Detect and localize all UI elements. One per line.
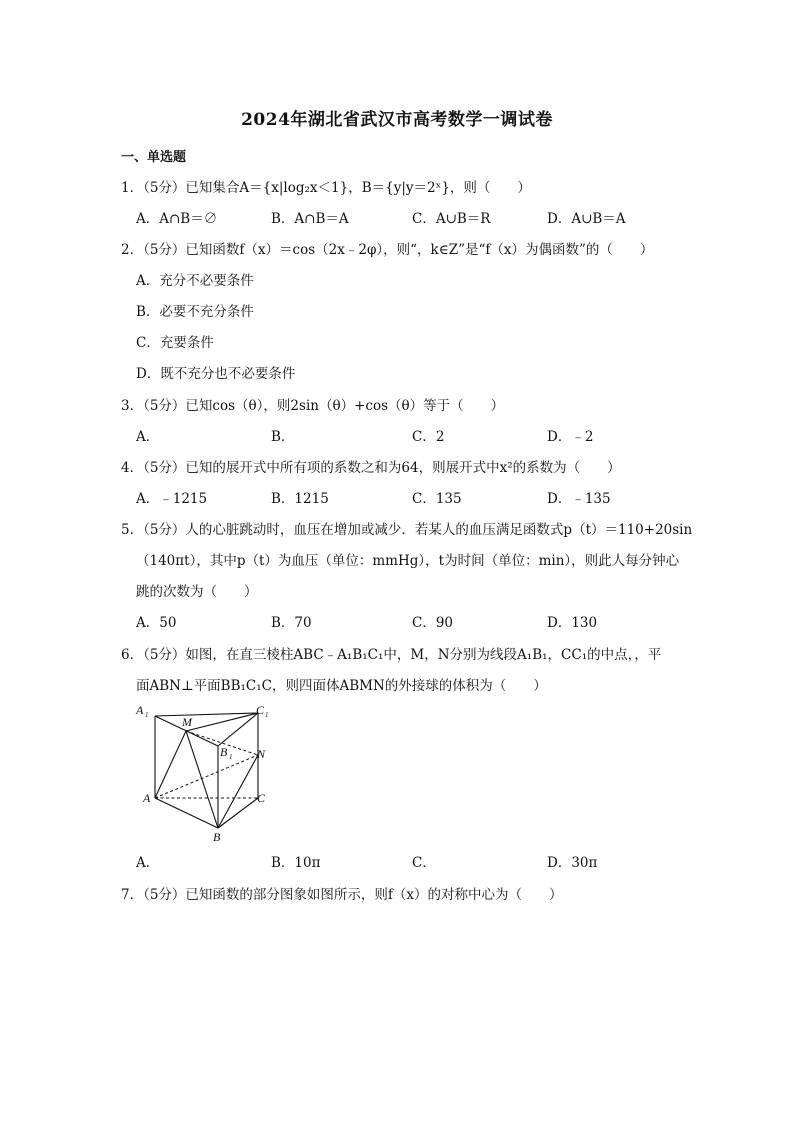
question-6-line-2: 面ABN⊥平面BB₁C₁C，则四面体ABMN的外接球的体积为（ ） [136,678,547,694]
q1-option-c: C．A∪B＝R [412,211,491,227]
q1-option-a: A．A∩B＝∅ [136,211,218,227]
q2-option-b: B．必要不充分条件 [136,304,254,320]
q2-option-a: A．充分不必要条件 [136,273,254,289]
q6-option-c: C． [412,855,436,871]
label-b: B [213,830,221,844]
page-title: 2024年湖北省武汉市高考数学一调试卷 [241,110,553,130]
q6-option-d: D．30π [547,855,598,871]
q2-option-c: C．充要条件 [136,335,214,351]
edge-b-c [218,798,258,828]
question-3-stem: 3．（5分）已知cos（θ），则2sin（θ）+cos（θ）等于（ ） [121,398,505,414]
q4-option-b: B．1215 [271,491,329,507]
q3-option-d: D．﹣2 [547,429,594,445]
question-7-stem: 7．（5分）已知函数的部分图象如图所示，则f（x）的对称中心为（ ） [121,887,563,903]
q3-option-a: A． [136,429,160,445]
question-6-line-1: 6．（5分）如图，在直三棱柱ABC﹣A₁B₁C₁中，M，N分别为线段A₁B₁，CC₁的中点，，平 [121,647,662,663]
edge-a-b [155,798,218,828]
label-a1: A [136,703,144,717]
q2-option-d: D．既不充分也不必要条件 [136,366,296,382]
q3-option-c: C．2 [412,429,445,445]
label-n: N [257,747,266,761]
label-a: A [143,791,151,805]
question-5-line-1: 5．（5分）人的心脏跳动时，血压在增加或减少．若某人的血压满足函数式p（t）＝110+20sin [121,522,693,538]
q3-option-b: B． [271,429,295,445]
q4-option-a: A．﹣1215 [136,491,208,507]
question-2-stem: 2．（5分）已知函数f（x）＝cos（2x﹣2φ），则“，k∈Z”是“f（x）为偶函数”的（ ） [121,242,654,258]
label-m: M [182,715,192,729]
label-b1-sub: 1 [229,753,233,761]
edge-n-b [218,755,258,828]
label-a1-sub: 1 [145,711,149,719]
label-c1-sub: 1 [265,711,269,719]
q4-option-d: D．﹣135 [547,491,611,507]
q6-option-a: A． [136,855,160,871]
q1-option-b: B．A∩B＝A [271,211,349,227]
q6-option-b: B．10π [271,855,321,871]
edge-m-a [155,731,186,798]
section-heading: 一、单选题 [121,150,187,165]
label-c1: C [256,703,265,717]
q5-option-a: A．50 [136,615,177,631]
label-b1: B [220,745,228,759]
q1-option-d: D．A∪B＝A [547,211,626,227]
edge-a1-c1 [155,713,258,716]
question-5-line-2: （140πt），其中p（t）为血压（单位：mmHg），t为时间（单位：min），则此人每分钟心 [136,553,680,569]
q5-option-c: C．90 [412,615,454,631]
question-5-line-3: 跳的次数为（ ） [136,584,258,600]
q4-option-c: C．135 [412,491,462,507]
edge-m-b [186,731,218,828]
prism-figure [130,698,290,848]
q5-option-b: B．70 [271,615,312,631]
q5-option-d: D．130 [547,615,598,631]
label-c: C [257,791,266,805]
question-4-stem: 4．（5分）已知的展开式中所有项的系数之和为64，则展开式中x²的系数为（ ） [121,460,621,476]
question-1-stem: 1．（5分）已知集合A＝{x|log₂x＜1}，B＝{y|y＝2ˣ}，则（ ） [121,180,531,196]
